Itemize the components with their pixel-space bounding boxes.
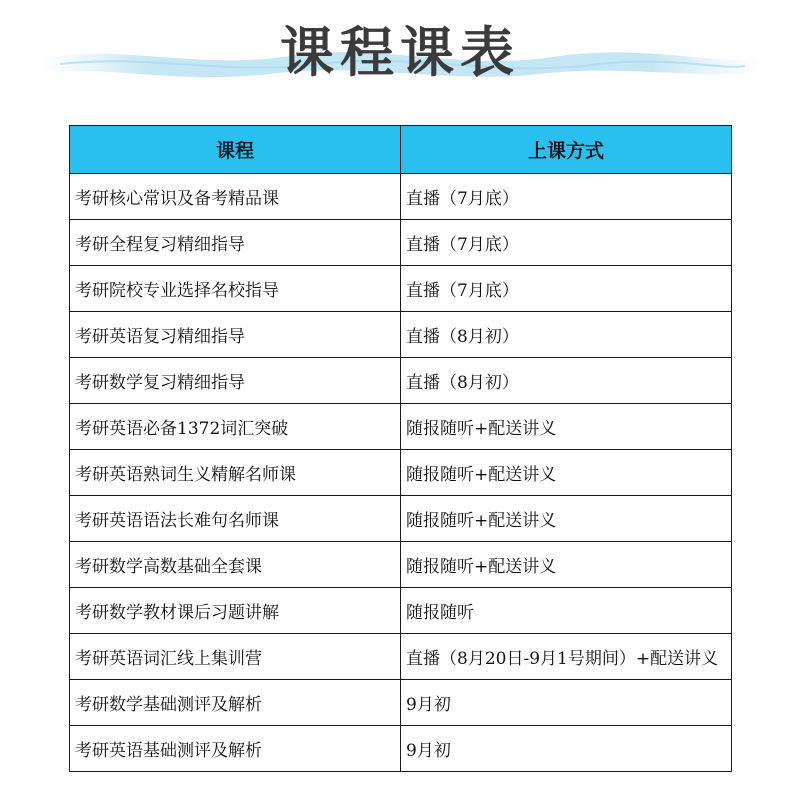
class-method: 随报随听 xyxy=(401,588,732,634)
table-row xyxy=(70,266,732,312)
course-name: 考研核心常识及备考精品课 xyxy=(70,174,401,220)
class-method: 随报随听+配送讲义 xyxy=(401,542,732,588)
course-name: 考研英语基础测评及解析 xyxy=(70,726,401,772)
table-row xyxy=(70,542,732,588)
class-method: 随报随听+配送讲义 xyxy=(401,404,732,450)
header-method: 上课方式 xyxy=(401,126,732,174)
page-title: 课程课表 xyxy=(280,21,520,84)
course-name: 考研数学复习精细指导 xyxy=(70,358,401,404)
course-name: 考研数学教材课后习题讲解 xyxy=(70,588,401,634)
table-row xyxy=(70,358,732,404)
course-name: 考研英语词汇线上集训营 xyxy=(70,634,401,680)
course-name: 考研英语语法长难句名师课 xyxy=(70,496,401,542)
class-method: 直播（7月底） xyxy=(401,266,732,312)
table-row xyxy=(70,680,732,726)
course-name: 考研院校专业选择名校指导 xyxy=(70,266,401,312)
course-schedule-table xyxy=(69,125,732,772)
table-header-row xyxy=(70,126,732,174)
class-method: 9月初 xyxy=(401,680,732,726)
class-method: 随报随听+配送讲义 xyxy=(401,496,732,542)
class-method: 直播（7月底） xyxy=(401,220,732,266)
course-name: 考研英语熟词生义精解名师课 xyxy=(70,450,401,496)
course-name: 考研英语复习精细指导 xyxy=(70,312,401,358)
table-row xyxy=(70,496,732,542)
course-name: 考研数学高数基础全套课 xyxy=(70,542,401,588)
table-row xyxy=(70,174,732,220)
table-row xyxy=(70,450,732,496)
class-method: 直播（8月20日-9月1号期间）+配送讲义 xyxy=(401,634,732,680)
table-row xyxy=(70,726,732,772)
course-name: 考研英语必备1372词汇突破 xyxy=(70,404,401,450)
class-method: 9月初 xyxy=(401,726,732,772)
class-method: 直播（8月初） xyxy=(401,312,732,358)
table-row xyxy=(70,312,732,358)
class-method: 直播（7月底） xyxy=(401,174,732,220)
table-row xyxy=(70,404,732,450)
class-method: 直播（8月初） xyxy=(401,358,732,404)
table-row xyxy=(70,634,732,680)
class-method: 随报随听+配送讲义 xyxy=(401,450,732,496)
course-name: 考研全程复习精细指导 xyxy=(70,220,401,266)
header-course: 课程 xyxy=(70,126,401,174)
table-row xyxy=(70,220,732,266)
table-row xyxy=(70,588,732,634)
title-banner xyxy=(0,0,800,100)
course-name: 考研数学基础测评及解析 xyxy=(70,680,401,726)
